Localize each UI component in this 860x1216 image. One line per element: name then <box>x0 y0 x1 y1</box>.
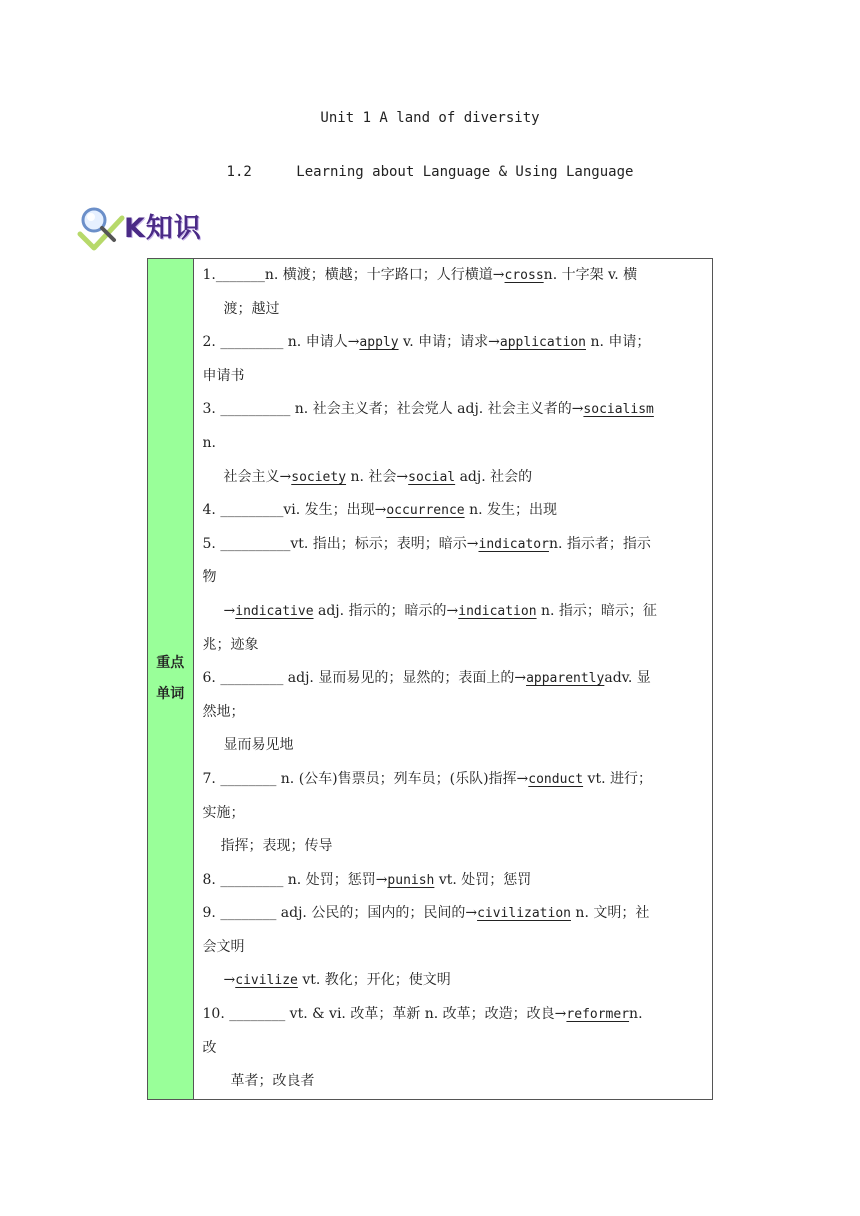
list-item: 8. _________ n. 处罚；惩罚→punish vt. 处罚；惩罚 <box>202 871 532 888</box>
magnifier-icon <box>76 204 126 252</box>
answer-word: application <box>499 335 586 351</box>
answer-word: indicative <box>235 603 314 619</box>
answer-word: indication <box>458 603 537 619</box>
list-item: 革者；改良者 <box>230 1073 315 1090</box>
answer-word: civilize <box>235 973 298 989</box>
list-item: 渡；越过 <box>223 300 280 317</box>
list-item: 会文明 <box>202 938 245 955</box>
answer-word: cross <box>504 268 544 283</box>
list-item: 7. ________ n. (公车)售票员；列车员；(乐队)指挥→conduct vt. 进行； <box>202 770 652 787</box>
list-item: 显而易见地 <box>223 737 294 754</box>
list-item: 物 <box>202 569 217 586</box>
list-item: 5. __________vt. 指出；标示；表明；暗示→indicatorn. 指示者；指示 <box>202 535 651 552</box>
knowledge-badge <box>76 204 236 252</box>
list-item: 9. ________ adj. 公民的；国内的；民间的→civilization n. 文明；社 <box>202 905 650 922</box>
section-number: 1.2 <box>226 164 252 180</box>
answer-word: apparently <box>526 671 605 687</box>
badge-label: K知识 <box>124 213 202 244</box>
answer-word: civilization <box>477 906 571 922</box>
label-line: 单词 <box>156 685 185 702</box>
answer-word: occurrence <box>386 503 465 519</box>
list-item: 社会主义→society n. 社会→social adj. 社会的 <box>223 468 533 485</box>
list-item: →indicative adj. 指示的；暗示的→indication n. 指示；暗示；征 <box>223 602 657 619</box>
answer-word: apply <box>359 335 399 351</box>
unit-title: Unit 1 A land of diversity <box>320 110 540 126</box>
category-label <box>148 259 194 1100</box>
list-item: 实施； <box>202 804 245 821</box>
label-line: 重点 <box>156 654 185 671</box>
list-item: 兆；迹象 <box>202 636 259 653</box>
section-title: Learning about Language & Using Language <box>296 164 634 180</box>
vocabulary-table <box>147 258 713 1100</box>
list-item: n. <box>202 434 216 451</box>
word-list <box>193 259 712 1100</box>
list-item: 4. _________vi. 发生；出现→occurrence n. 发生；出现 <box>202 502 557 519</box>
list-item: 指挥；表现；传导 <box>220 838 333 855</box>
list-item: 然地； <box>202 703 245 720</box>
section-heading <box>0 164 860 180</box>
answer-word: indicator <box>478 536 549 552</box>
list-item: 2. _________ n. 申请人→apply v. 申请；请求→application n. 申请； <box>202 334 651 351</box>
list-item: →civilize vt. 教化；开化；使文明 <box>223 972 451 989</box>
answer-word: conduct <box>528 771 584 787</box>
list-item: 3. __________ n. 社会主义者；社会党人 adj. 社会主义者的→socialism <box>202 401 654 418</box>
answer-word: socialism <box>583 402 654 418</box>
answer-word: society <box>291 469 347 485</box>
answer-word: social <box>408 469 456 485</box>
list-item: 申请书 <box>202 367 245 384</box>
list-item: 10. ________ vt. & vi. 改革；革新 n. 改革；改造；改良→reformern. <box>202 1006 643 1023</box>
list-item: 1._______n. 横渡；横越；十字路口；人行横道→crossn. 十字架 v. 横 <box>202 267 638 283</box>
answer-word: reformer <box>566 1007 630 1023</box>
answer-word: punish <box>387 872 435 888</box>
list-item: 改 <box>202 1039 217 1056</box>
list-item: 6. _________ adj. 显而易见的；显然的；表面上的→apparentlyadv. 显 <box>202 670 651 687</box>
